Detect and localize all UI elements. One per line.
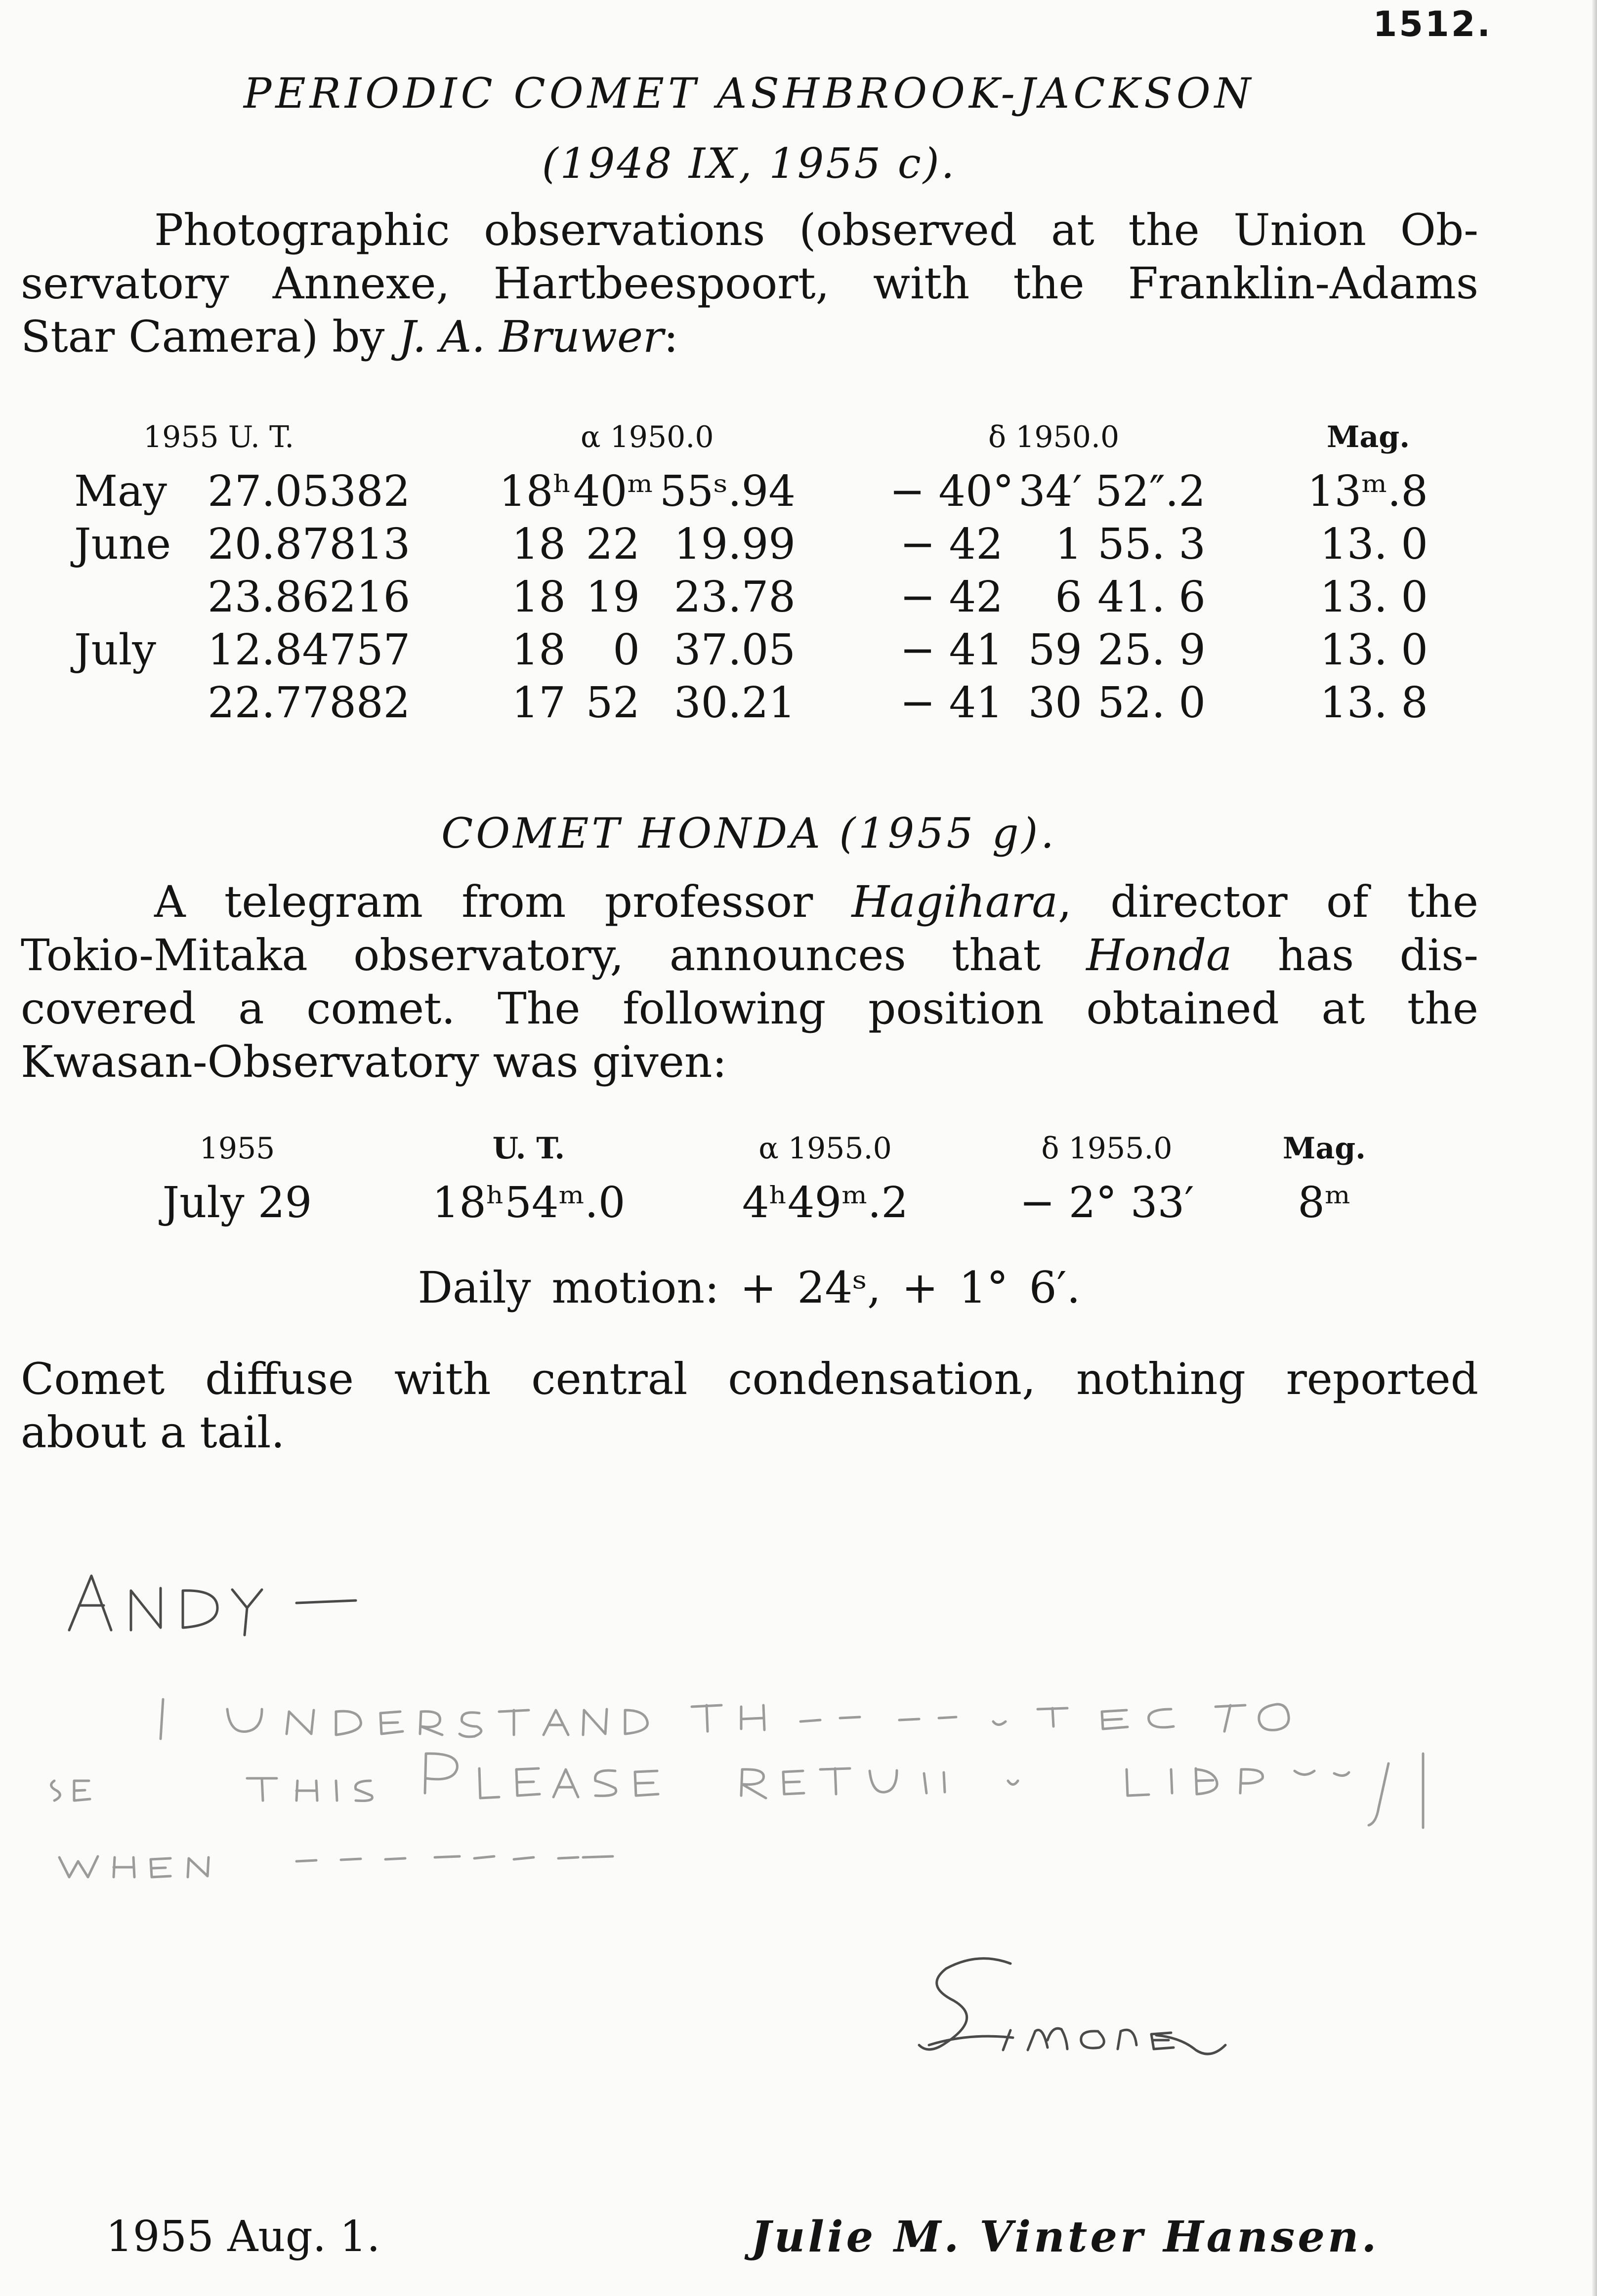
row-ra-s: 19.99 [673, 520, 796, 569]
row-ra-m: 40ᵐ [573, 467, 654, 516]
row-dec-d: − 42 [900, 573, 1003, 622]
row-ra-m: 22 [586, 520, 640, 569]
table1-header-ut: 1955 U. T. [143, 420, 294, 454]
table2-header-mag: Mag. [1282, 1131, 1366, 1166]
row-mag: 13ᵐ.8 [1307, 467, 1428, 516]
row-month: July [74, 625, 156, 675]
row-mag: 13. 8 [1320, 678, 1428, 728]
row-dec-m: 1 [1055, 520, 1082, 569]
person-name: Honda [1086, 930, 1232, 981]
section1-para-line: Photographic observations (observed at the Union Ob- [154, 205, 1478, 255]
table1-header-ra: α 1950.0 [581, 420, 714, 454]
row-dec-m: 34′ [1018, 467, 1082, 516]
section2-para-line: covered a comet. The following position obtained at the [21, 983, 1478, 1034]
note-line: about a tail. [21, 1407, 285, 1458]
footer-date: 1955 Aug. 1. [106, 2212, 380, 2261]
para-text: Tokio-Mitaka observatory, announces that [21, 930, 1087, 981]
row-ra-h: 17 [511, 678, 566, 728]
table2-ut: 18ʰ54ᵐ.0 [432, 1178, 626, 1228]
row-ra-h: 18 [511, 520, 566, 569]
row-ra-s: 30.21 [673, 678, 796, 728]
row-month: June [74, 520, 171, 569]
row-dec-d: − 41 [900, 678, 1003, 728]
page-number: 1512. [1373, 4, 1492, 44]
table2-header-ra: α 1955.0 [758, 1131, 892, 1166]
daily-motion: Daily motion: + 24ˢ, + 1° 6′. [418, 1262, 1081, 1313]
section1-subtitle: (1948 IX, 1955 c). [542, 139, 957, 188]
section1-para-line [21, 310, 1478, 364]
table1-header-dec: δ 1950.0 [988, 420, 1120, 454]
row-dec-d: − 42 [900, 520, 1003, 569]
row-ra-s: 37.05 [673, 625, 796, 675]
section2-para-line [21, 929, 1478, 982]
row-mag: 13. 0 [1320, 573, 1428, 622]
row-dec-s: 52″.2 [1095, 467, 1206, 516]
para-text: : [664, 311, 678, 362]
row-dec-s: 25. 9 [1097, 625, 1206, 675]
para-text: A telegram from professor [154, 876, 852, 927]
row-dec-s: 55. 3 [1097, 520, 1206, 569]
handwritten-note [0, 1531, 1597, 2149]
row-mag: 13. 0 [1320, 520, 1428, 569]
row-ra-h: 18 [511, 573, 566, 622]
signature-simone [919, 1959, 1225, 2054]
row-ra-h: 18ʰ [499, 467, 572, 516]
table2-dec: − 2° 33′ [1019, 1178, 1194, 1228]
section1-para-line: servatory Annexe, Hartbeespoort, with the Franklin-Adams [21, 258, 1478, 309]
row-dec-d: − 40° [889, 467, 1014, 516]
section1-paragraph [21, 204, 1478, 364]
row-ut: 12.84757 [208, 625, 411, 675]
section2-para-line [21, 875, 1478, 929]
row-ut: 20.87813 [208, 520, 411, 569]
row-dec-s: 52. 0 [1097, 678, 1206, 728]
table2-header-ut: U. T. [492, 1131, 565, 1166]
row-ra-s: 23.78 [673, 573, 796, 622]
row-dec-m: 59 [1028, 625, 1082, 675]
row-ra-h: 18 [511, 625, 566, 675]
handwriting-line-3 [51, 1754, 1423, 1828]
row-ut: 27.05382 [208, 467, 411, 516]
handwriting-line-1 [69, 1576, 356, 1635]
row-ut: 22.77882 [208, 678, 411, 728]
row-dec-d: − 41 [900, 625, 1003, 675]
row-dec-m: 30 [1028, 678, 1082, 728]
table2-header-year: 1955 [199, 1131, 275, 1166]
section2-title: COMET HONDA (1955 g). [441, 809, 1057, 858]
row-dec-m: 6 [1055, 573, 1082, 622]
person-name: Hagihara [851, 876, 1058, 927]
row-dec-s: 41. 6 [1097, 573, 1206, 622]
handwriting-line-2 [161, 1699, 1289, 1739]
para-text: , director of the [1057, 876, 1479, 927]
comet-note [21, 1353, 1478, 1459]
para-text: has dis- [1232, 930, 1478, 981]
row-month: May [74, 467, 167, 516]
row-ra-m: 0 [613, 625, 640, 675]
para-text: Star Camera) by [21, 311, 399, 362]
table1-header-mag: Mag. [1327, 420, 1410, 454]
row-ra-s: 55ˢ.94 [659, 467, 796, 516]
handwriting-line-4 [59, 1856, 613, 1877]
section1-title: PERIODIC COMET ASHBROOK-JACKSON [243, 69, 1255, 118]
footer-author: Julie M. Vinter Hansen. [751, 2212, 1380, 2262]
note-line: Comet diffuse with central condensation, nothing reported [21, 1353, 1478, 1404]
section2-para-line: Kwasan-Observatory was given: [21, 1036, 727, 1087]
row-ra-m: 19 [586, 573, 640, 622]
table2-mag: 8ᵐ [1298, 1178, 1351, 1228]
table2-date: July 29 [162, 1178, 312, 1228]
table2-ra: 4ʰ49ᵐ.2 [742, 1178, 909, 1228]
table2-header-dec: δ 1955.0 [1041, 1131, 1173, 1166]
observer-name: J. A. Bruwer [398, 311, 664, 362]
section2-paragraph [21, 875, 1478, 1089]
row-ra-m: 52 [586, 678, 640, 728]
row-mag: 13. 0 [1320, 625, 1428, 675]
row-ut: 23.86216 [208, 573, 411, 622]
